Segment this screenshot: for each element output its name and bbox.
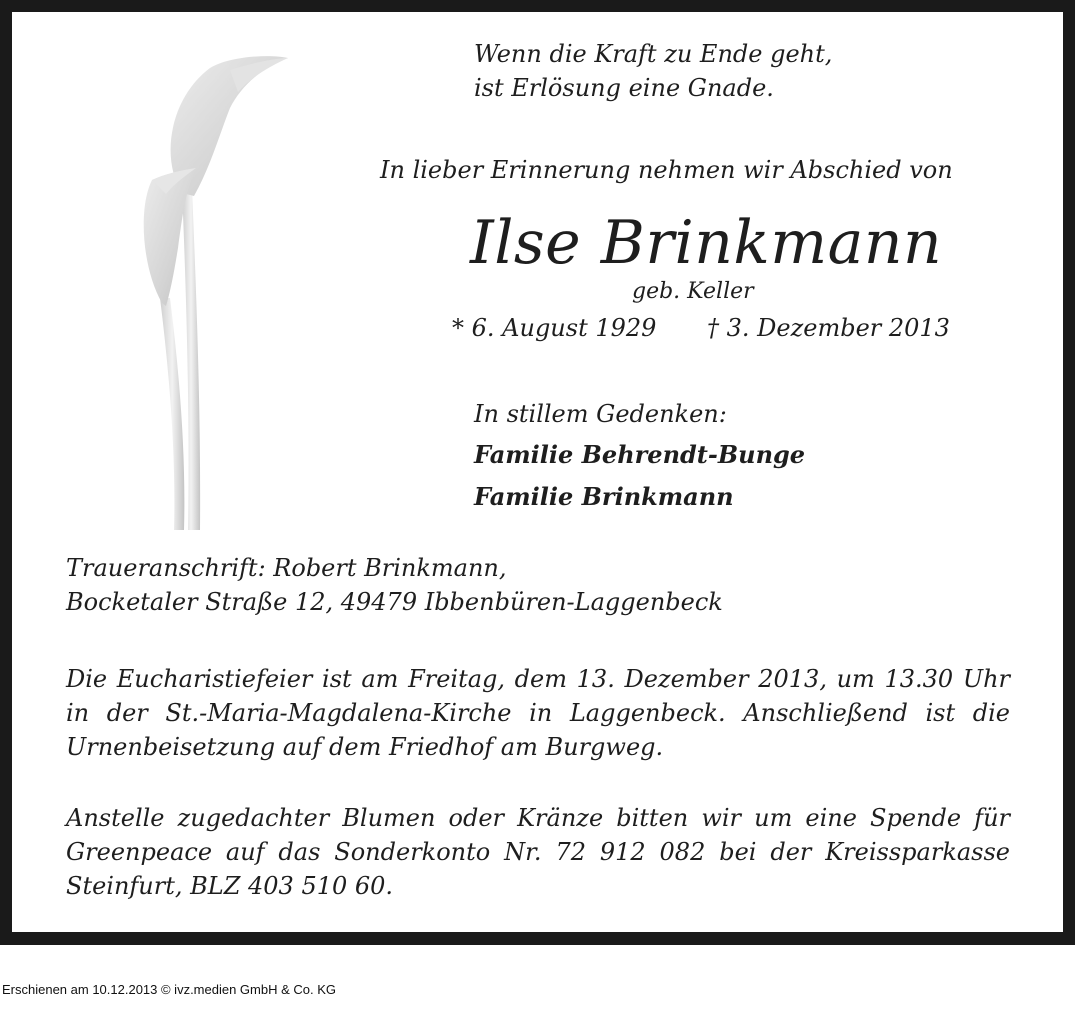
calla-lily-illustration (130, 48, 300, 530)
mourners-heading: In stillem Gedenken: (474, 400, 727, 428)
address-line-2: Bocketaler Straße 12, 49479 Ibbenbüren-Laggenbeck (66, 588, 723, 616)
birth-date: * 6. August 1929 (452, 314, 657, 342)
maiden-name: geb. Keller (632, 279, 754, 304)
death-date: † 3. Dezember 2013 (707, 314, 950, 342)
deceased-name: Ilse Brinkmann (470, 208, 943, 278)
service-info: Die Eucharistiefeier ist am Freitag, dem 13. Dezember 2013, um 13.30 Uhr in der St.-Maria-Magdalena-Kirche in Laggenbeck. Anschließend ist die Urnenbeisetzung auf dem Friedhof am Burgweg. (66, 665, 1010, 761)
motto-line-1: Wenn die Kraft zu Ende geht, (474, 40, 833, 68)
family-name: Familie Behrendt-Bunge (474, 440, 806, 469)
donation-request: Anstelle zugedachter Blumen oder Kränze bitten wir um eine Spende für Greenpeace auf das Sonderkonto Nr. 72 912 082 bei der Kreissparkasse Steinfurt, BLZ 403 510 60. (66, 804, 1010, 900)
family-name: Familie Brinkmann (474, 482, 734, 511)
publication-credit: Erschienen am 10.12.2013 © ivz.medien GmbH & Co. KG (2, 982, 337, 997)
address-line-1: Traueranschrift: Robert Brinkmann, (66, 554, 507, 582)
obituary-card (12, 12, 1063, 932)
farewell-intro: In lieber Erinnerung nehmen wir Abschied von (380, 156, 953, 184)
motto-line-2: ist Erlösung eine Gnade. (474, 74, 774, 102)
